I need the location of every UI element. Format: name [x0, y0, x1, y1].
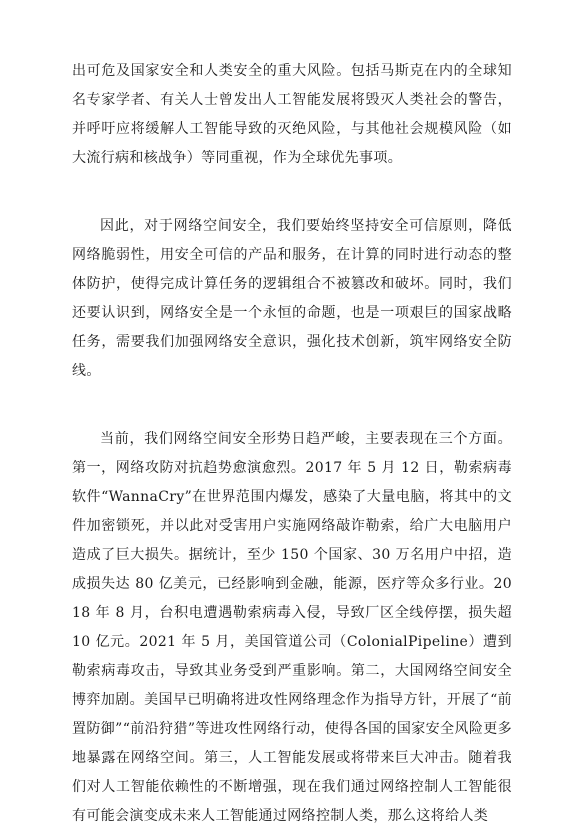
paragraph-current-situation: 当前，我们网络空间安全形势日趋严峻，主要表现在三个方面。第一，网络攻防对抗趋势愈演愈烈。2017 年 5 月 12 日，勒索病毒软件“WannaCry”在世界范围内爆发，感染了大量电脑，将其中的文件加密锁死，并以此对受害用户实施网络敲诈勒索，给广大电脑用户造成了巨大损失。据统计，至少 150 个国家、30 万名用户中招，造成损失达 80 亿美元，已经影响到金融，能源，医疗等众多行业。2018 年 8 月，台积电遭遇勒索病毒入侵，导致厂区全线停摆，损失超 10 亿元。2021 年 5 月，美国管道公司（ColonialPipeline）遭到勒索病毒攻击，导致其业务受到严重影响。第二，大国网络空间安全博弈加剧。美国早已明确将进攻性网络理念作为指导方针，开展了“前置防御”“前沿狩猎”等进攻性网络行动，使得各国的国家安全风险更多地暴露在网络空间。第三，人工智能发展或将带来巨大冲击。随着我们对人工智能依赖性的不断增强，现在我们通过网络控制人工智能很有可能会演变成未来人工智能通过网络控制人类，那么这将给人类: [72, 431, 512, 824]
document-page: [72, 57, 512, 831]
paragraph-cybersecurity-principle: 因此，对于网络空间安全，我们要始终坚持安全可信原则，降低网络脆弱性，用安全可信的产品和服务，在计算的同时进行动态的整体防护，使得完成计算任务的逻辑组合不被篡改和破坏。同时，我们还要认识到，网络安全是一个永恒的命题，也是一项艰巨的国家战略任务，需要我们加强网络安全意识，强化技术创新，筑牢网络安全防线。: [72, 218, 512, 379]
paragraph-continuation: 出可危及国家安全和人类安全的重大风险。包括马斯克在内的全球知名专家学者、有关人士曾发出人工智能发展将毁灭人类社会的警告，并呼吁应将缓解人工智能导致的灭绝风险，与其他社会规模风险（如大流行病和核战争）等同重视，作为全球优先事项。: [72, 63, 512, 166]
